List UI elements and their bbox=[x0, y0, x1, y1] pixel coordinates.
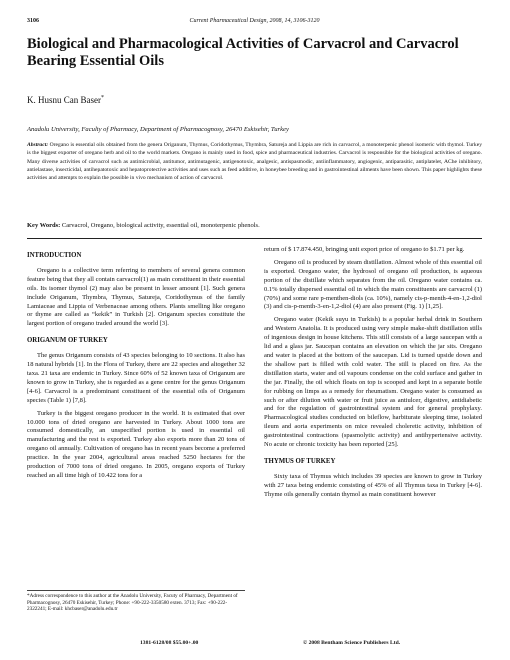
introduction-heading: INTRODUCTION bbox=[27, 252, 82, 259]
origanum-paragraph-1: The genus Origanum consists of 43 species belonging to 10 sections. It also has 18 natural hybrids [1]. In the Flora of Turkey, there are 22 species and altogether 32 taxa. 21 taxa are endemic in Turkey. Since 60% of 52 known taxa of Origanum are known to grow in Turkey, she is regarded as a gene centre for the genus Origanum [4-6]. Carvacrol is a predominant constituent of the essential oils of Origanum species (Table 1) [7,8]. bbox=[27, 352, 245, 404]
thymus-heading: THYMUS OF TURKEY bbox=[264, 457, 336, 465]
oregano-water-paragraph: Oregano water (Kekik suyu in Turkish) is a popular herbal drink in Southern and Western Anatolia. It is produced using very simple make-shift distillation stills of ingenious design in house kitchens. This still consists of a large saucepan with a lid and a glass jar. Saucepan contains an elevation on which the jar sits. Oregano and water is placed at the bottom of the saucepan. Lid is turned upside down and the shallow part is filled with cold water. The still is placed on fire. As the distillation starts, water and oil vapours condense on the cold surface and gather in the jar. Finally, the oil which floats on top is scooped and kept in a separate bottle for rubbing on limps as a remedy for rheumatism. Oregano water is consumed as such or after dilution with water or fruit juice as antiulcer, digestive, antidiabetic and for the regulation of gastrointestinal system and for general prophylaxy. Pharmacological studies conducted on bileflow, harbiturate sleeping time, isolated ileum and aorta experiments on mice revealed choleretic activity, inhibition of gastrointestinal contractions (spasmolytic activity) and antihypertensive activity. No acute or chronic toxicity has been reported [25]. bbox=[264, 316, 482, 449]
affiliation: Anadolu University, Faculty of Pharmacy, Department of Pharmacognosy, 26470 Eskisehir, Turkey bbox=[27, 126, 289, 133]
keywords bbox=[27, 222, 482, 229]
issn-line: 1381-6128/08 $55.00+.00 bbox=[140, 640, 199, 646]
section-divider bbox=[27, 238, 482, 239]
left-column bbox=[27, 246, 245, 485]
introduction-paragraph: Oregano is a collective term referring to members of several genera common feature being that they all contain carvacrol(1) as main constituent in their essential oils. Its isomer thymol (2) may also be present in lesser amount [1]. Such genera include Origanum, Thymbra, Thymus, Satureja, Coridothymus of the family Lamiaceae and Lippia of Verbenaceae among others. Plants smelling like oregano or thyme are called as “kekik” in Turkish [2]. Origanum species constitute the largest portion of oregano traded around the world [3]. bbox=[27, 266, 245, 328]
keywords-label: Key Words: bbox=[27, 222, 61, 229]
author-name: K. Husnu Can Baser bbox=[27, 95, 101, 105]
correspondence-footnote: *Adress correspondence to this author at the Anadolu University, Facuty of Pharmacy, Department of Pharmacognosy, 26470 Eskisehir, Turkey; Phone: +90-222-3350580 exten. 3713; Fax: +90-222-2322241; E-mail: khcbaser@anadolu.edu.tr bbox=[27, 590, 245, 613]
thymus-paragraph: Sixty taxa of Thymus which includes 39 species are known to grow in Turkey with 27 taxa being endemic consisting of 45% of all Thymus taxa in Turkey [4-6]. Thyme oils generally contain thymol as main constituent however bbox=[264, 472, 482, 498]
abstract-label: Abstract: bbox=[27, 142, 49, 148]
keywords-text: Carvacrol, Oregano, biological activity, essential oil, monoterpenic phenols. bbox=[61, 222, 260, 229]
author-footnote-mark: * bbox=[101, 95, 104, 101]
paper-title: Biological and Pharmacological Activities of Carvacrol and Carvacrol Bearing Essential Oils bbox=[27, 36, 459, 69]
abstract bbox=[27, 141, 482, 182]
page-number: 3106 bbox=[27, 18, 39, 24]
journal-citation: Current Pharmaceutical Design, 2008, 14, 3106-3120 bbox=[189, 18, 320, 24]
right-column bbox=[264, 246, 482, 504]
author-line bbox=[27, 95, 104, 105]
continued-paragraph: return of $ 17.874.450, bringing unit export price of oregano to $1.71 per kg. bbox=[264, 246, 465, 253]
origanum-paragraph-2: Turkey is the biggest oregano producer in the world. It is estimated that over 10.000 tons of dried oregano are harvested in Turkey. About 1000 tons are consumed domestically, an unspecified portion is used in essential oil manufacturing and the rest is exported. Turkey also exports more than 20 tons of oregano oil annually. Cultivation of oregano has in recent years become a preferred practice. In the year 2004, agricultural areas reached 5250 hectares for the production of 7000 tons of dried oregano. In 2005, oregano exports of Turkey reached an all time high of 10.422 tons for a bbox=[27, 409, 245, 479]
copyright-line: © 2008 Bentham Science Publishers Ltd. bbox=[303, 640, 401, 646]
distillation-paragraph: Oregano oil is produced by steam distillation. Almost whole of this essential oil is exported. Oregano water, the hydrosol of oregano oil production, is aqueous portion of the distillate which separates from the oil. Oregano water contains ca. 0.1% totally dispersed essential oil in which the main constituents are carvacrol (1) (70%) and some rare p-menthen-diols (ca. 10%), namely cis-p-menth-4-en-1,2-diol (3) and cis-p-menth-3-en-1,2-diol (4) are also present (Fig. 1) [1,25]. bbox=[264, 258, 482, 311]
abstract-text: Oregano is essential oils obtained from the genera Origanum, Thymus, Coridothymus, Thymbra, Satureja and Lippia are rich in carvacrol, a monoterpenic phenol isomeric with thymol. Turkey is the biggest exporter of oregano herb and oil to the world markets. Oregano is mainly used in food, spice and pharmaceutical industries. Carvacrol is responsible for the biological activities of oregano. Many diverse activities of carvacrol such as antimicrobial, antitumor, antimutagenic, antigenotoxic, analgesic, antispasmodic, antiinflammatory, angiogenic, antiparasitic, antiplatelet, AChe inhibitory, antielastase, insecticidal, antihepatotoxic and hepatoprotective activities and uses such as feed additive, in honeybee breeding and in gastrointestinal ailments have been shown. This paper highlights these activities and attempts to explain the possible in vivo mechanism of action of carvacrol. bbox=[27, 142, 482, 182]
origanum-heading: ORIGANUM OF TURKEY bbox=[27, 337, 108, 345]
